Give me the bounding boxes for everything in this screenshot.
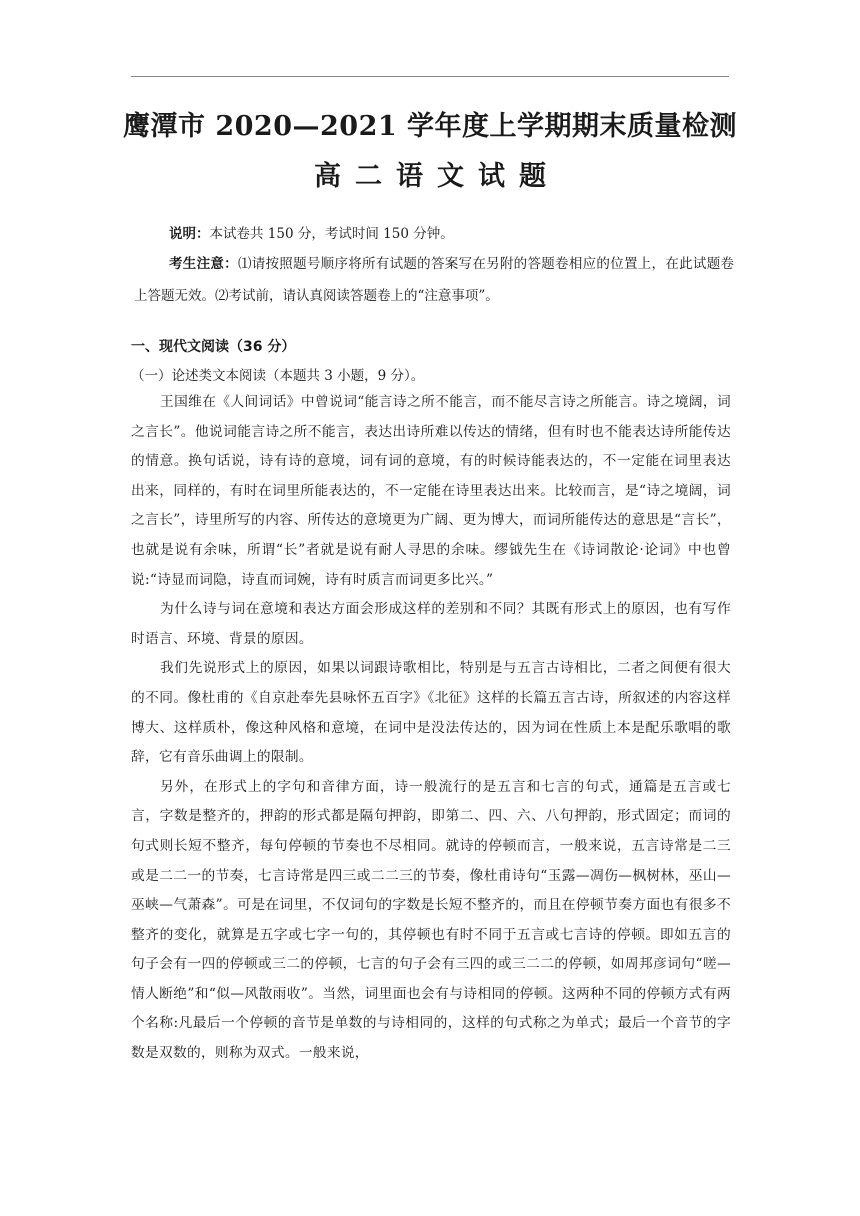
notice-label: 考生注意： <box>169 256 238 272</box>
exam-instructions <box>134 218 734 250</box>
notice-text: ⑴请按照题号顺序将所有试题的答案写在另附的答题卷相应的位置上，在此试题卷上答题无效。⑵考试前，请认真阅读答题卷上的“注意事项”。 <box>134 256 734 304</box>
section-subheading: （一）论述类文本阅读（本题共 3 小题，9 分）。 <box>131 368 425 384</box>
candidate-notice <box>134 248 734 312</box>
passage-paragraph: 王国维在《人间词话》中曾说词“能言诗之所不能言，而不能尽言诗之所能言。诗之境阔，词之言长”。他说词能言诗之所不能言，表达出诗所难以传达的情绪，但有时也不能表达诗所能传达的情意。换句话说，诗有诗的意境，词有词的意境，有的时候诗能表达的，不一定能在词里表达出来，同样的，有时在词里所能表达的，不一定能在诗里表达出来。比较而言，是“诗之境阔，词之言长”，诗里所写的内容、所传达的意境更为广阔、更为博大，而词所能传达的意思是“言长”，也就是说有余味，所谓“长”者就是说有耐人寻思的余味。缪钺先生在《诗词散论·论词》中也曾说:“诗显而词隐，诗直而词婉，诗有时质言而词更多比兴。” <box>131 394 731 588</box>
instructions-label: 说明： <box>169 226 210 242</box>
reading-passage <box>131 388 731 1069</box>
section-heading: 一、现代文阅读（36 分） <box>131 339 296 355</box>
exam-subtitle: 高二语文试题 <box>314 161 560 192</box>
passage-paragraph: 为什么诗与词在意境和表达方面会形成这样的差别和不同？其既有形式上的原因，也有写作时语言、环境、背景的原因。 <box>131 601 731 647</box>
exam-title: 鹰潭市 2020—2021 学年度上学期期末质量检测 <box>122 111 738 142</box>
instructions-text: 本试卷共 150 分，考试时间 150 分钟。 <box>209 226 454 242</box>
header-rule <box>131 76 729 77</box>
passage-paragraph: 我们先说形式上的原因，如果以词跟诗歌相比，特别是与五言古诗相比，二者之间便有很大的不同。像杜甫的《自京赴奉先县咏怀五百字》《北征》这样的长篇五言古诗，所叙述的内容这样博大、这样质朴，像这种风格和意境，在词中是没法传达的，因为词在性质上本是配乐歌唱的歌辞，它有音乐曲调上的限制。 <box>131 660 731 766</box>
passage-paragraph: 另外，在形式上的字句和音律方面，诗一般流行的是五言和七言的句式，通篇是五言或七言，字数是整齐的，押韵的形式都是隔句押韵，即第二、四、六、八句押韵，形式固定；而词的句式则长短不整齐，每句停顿的节奏也不尽相同。就诗的停顿而言，一般来说，五言诗常是二三或是二二一的节奏，七言诗常是四三或二二三的节奏，像杜甫诗句“玉露—凋伤—枫树林，巫山—巫峡—气萧森”。可是在词里，不仅词句的字数是长短不整齐的，而且在停顿节奏方面也有很多不整齐的变化，就算是五字或七字一句的，其停顿也有时不同于五言或七言诗的停顿。即如五言的句子会有一四的停顿或三二的停顿，七言的句子会有三四的或三二二的停顿，如周邦彦词句“嗟—情人断绝”和“似—风散雨收”。当然，词里面也会有与诗相同的停顿。这两种不同的停顿方式有两个名称:凡最后一个停顿的音节是单数的与诗相同的，这样的句式称之为单式；最后一个音节的字数是双数的，则称为双式。一般来说， <box>131 778 731 1062</box>
